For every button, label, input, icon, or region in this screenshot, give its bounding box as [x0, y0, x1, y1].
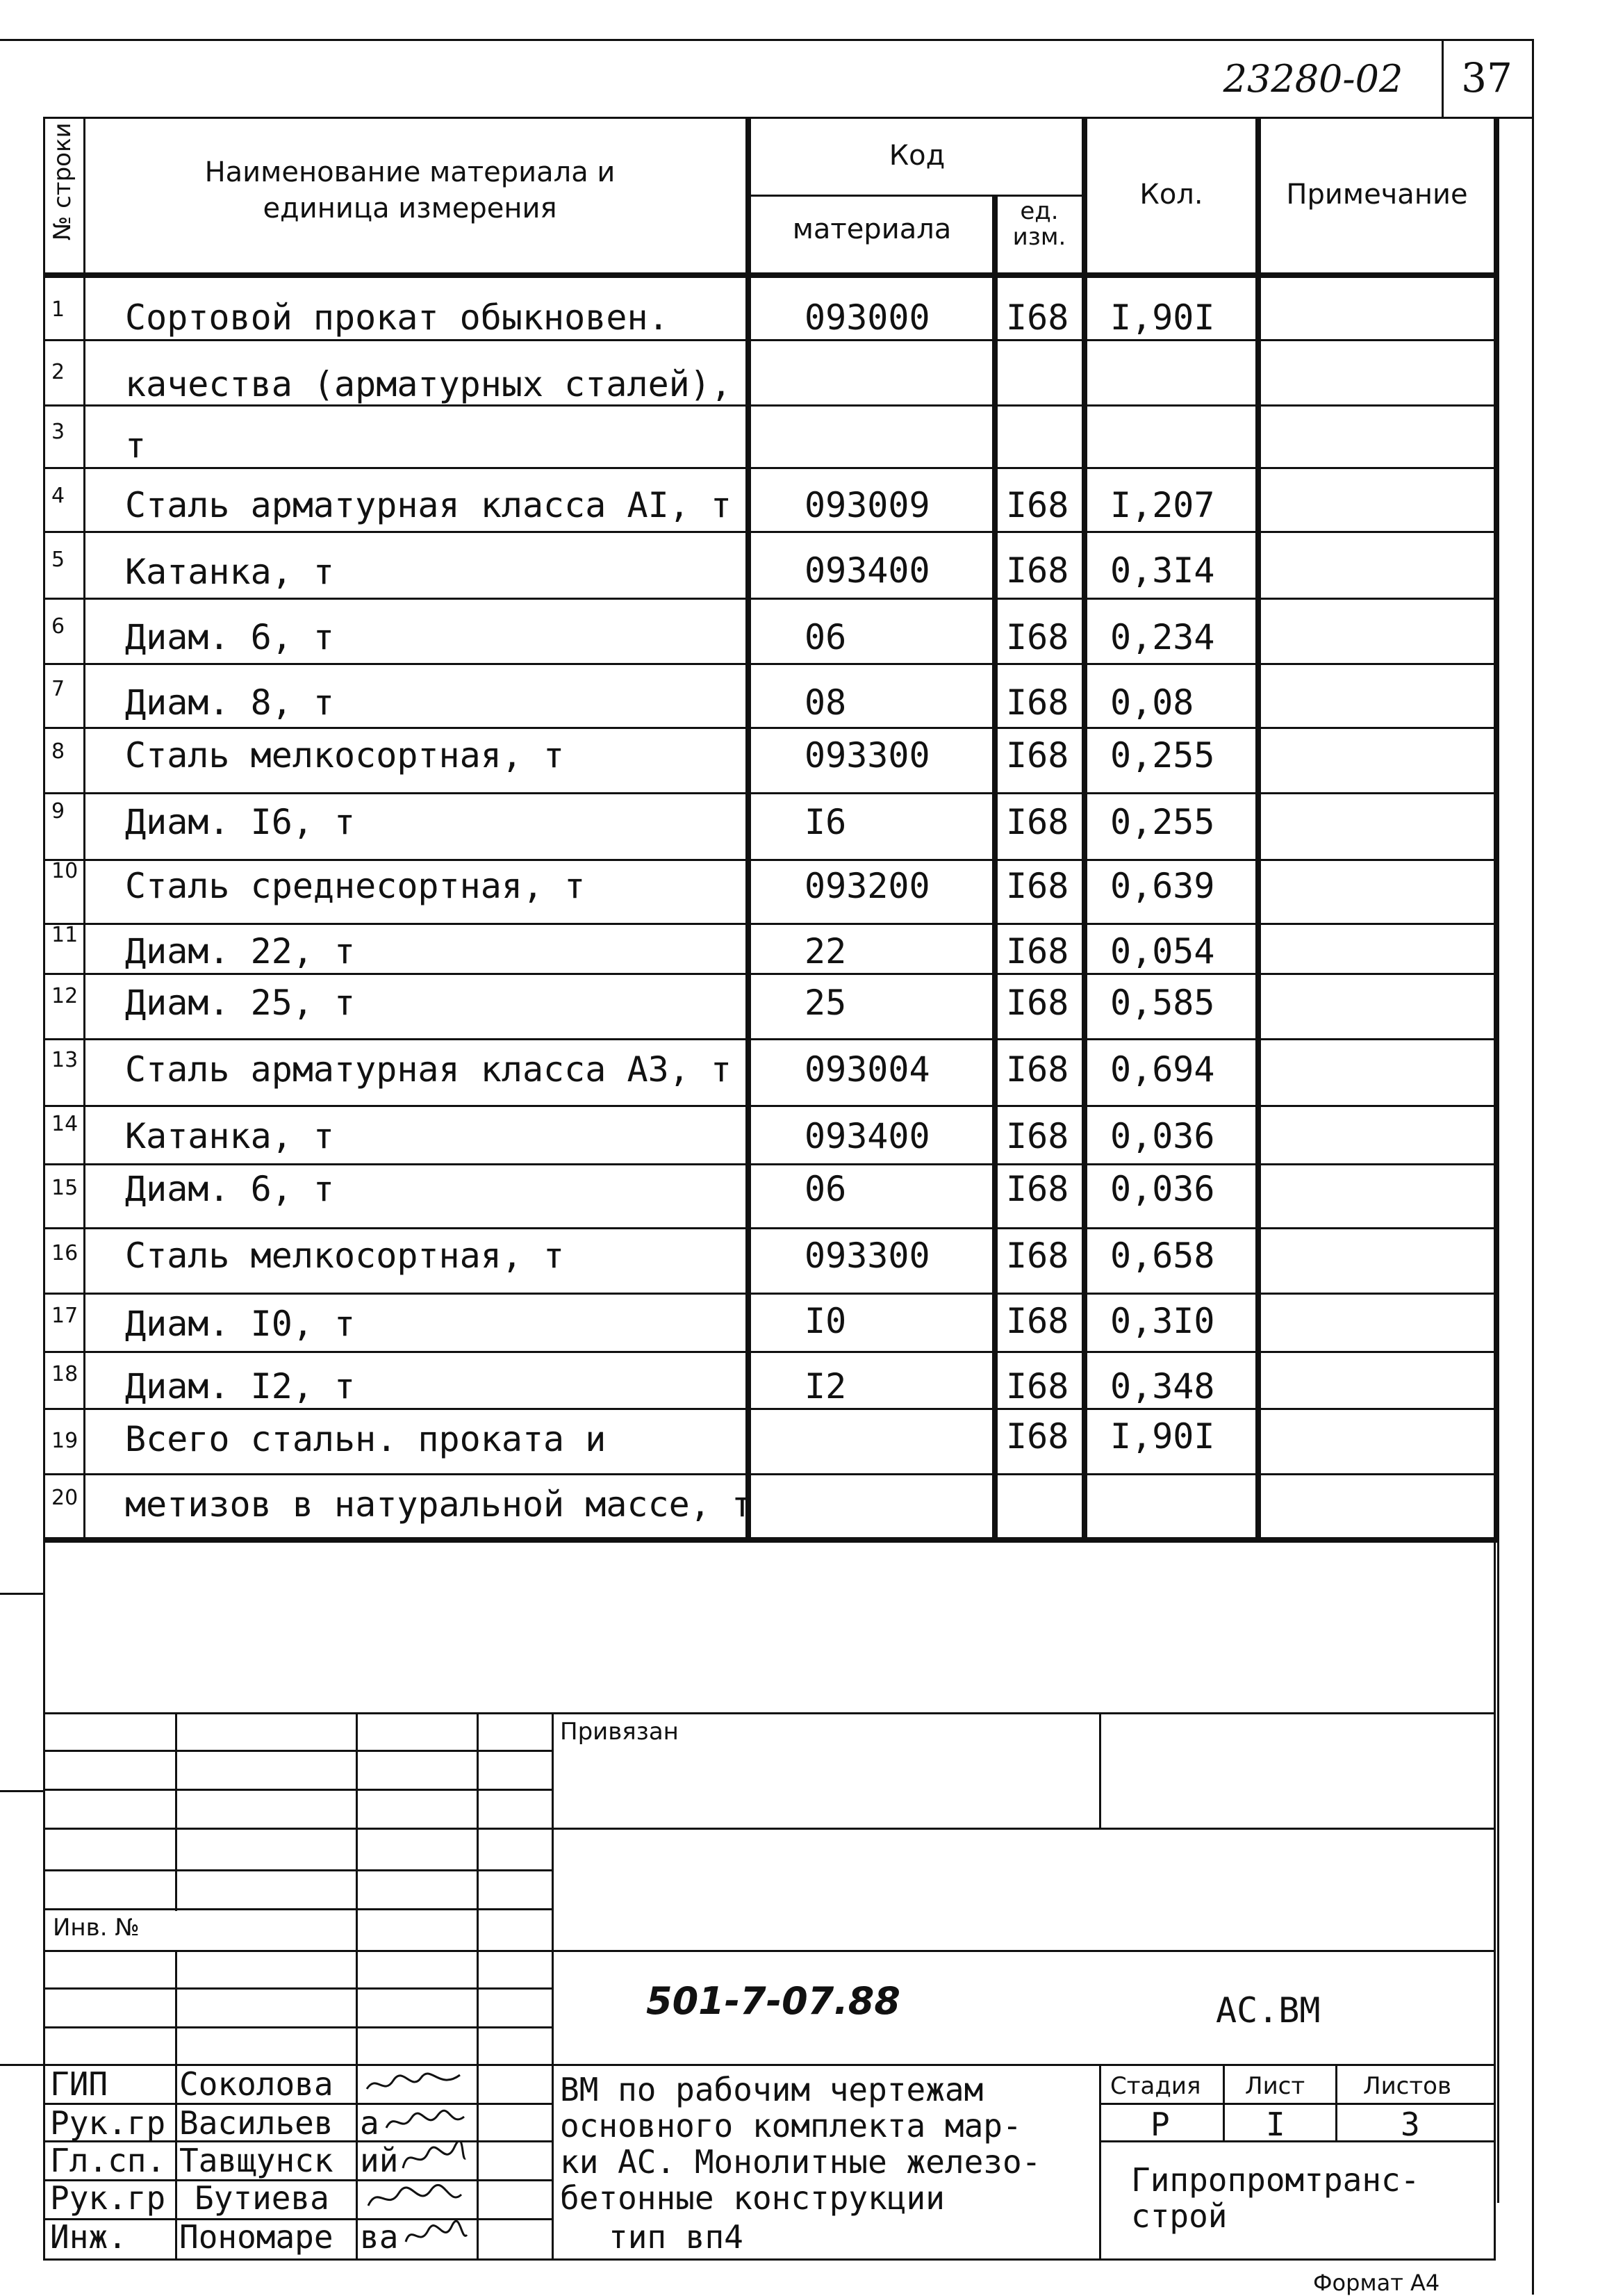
material-name: Катанка, т: [125, 552, 335, 592]
stage-value: Р: [1150, 2106, 1170, 2143]
unit-code: I68: [1006, 983, 1069, 1023]
tb-grid-line: [43, 1908, 552, 1910]
sheet-label: Лист: [1245, 2072, 1305, 2100]
tb-col-line: [175, 1712, 177, 1911]
tb-left-line: [43, 1537, 45, 2260]
title-line: тип вп4: [609, 2218, 743, 2256]
row-line: [43, 1105, 1499, 1107]
staff-name: Пономаре: [179, 2218, 333, 2256]
staff-name: Соколова: [179, 2065, 333, 2103]
material-name: т: [125, 425, 147, 466]
margin-tick: [0, 1593, 43, 1595]
staff-role: Рук.гр: [50, 2104, 166, 2142]
tb-line: [1099, 2103, 1496, 2105]
quantity: 0,054: [1110, 931, 1215, 971]
unit-code: I68: [1006, 617, 1069, 657]
header-material-name: Наименование материала и единица измерения: [204, 156, 616, 224]
material-name: Диам. 6, т: [125, 1169, 335, 1209]
quantity: 0,036: [1110, 1116, 1215, 1156]
unit-code: I68: [1006, 1301, 1069, 1341]
staff-role: Рук.гр: [50, 2179, 166, 2217]
material-code: 093009: [805, 485, 930, 525]
header-code-unit: ед. изм.: [1012, 197, 1066, 252]
page-number: 37: [1461, 54, 1512, 101]
material-name: Сталь арматурная класса А3, т: [125, 1049, 732, 1090]
row-number: 1: [51, 297, 65, 322]
material-name: Диам. I2, т: [125, 1366, 356, 1407]
row-number: 6: [51, 614, 65, 639]
row-line: [43, 859, 1499, 861]
material-code: I2: [805, 1366, 847, 1407]
row-line: [43, 1351, 1499, 1353]
quantity: 0,255: [1110, 735, 1215, 776]
material-name: Сталь арматурная класса АI, т: [125, 485, 732, 525]
margin-tick: [0, 1790, 43, 1792]
material-name: Диам. I0, т: [125, 1304, 356, 1344]
material-code: 093400: [805, 550, 930, 591]
tb-grid-line: [43, 2026, 552, 2028]
staff-name: Бутиева: [195, 2179, 329, 2217]
row-line: [43, 1293, 1499, 1295]
col-line-name: [745, 117, 751, 1543]
staff-name: Васильев: [179, 2104, 333, 2142]
title-line: бетонные конструкции: [560, 2179, 945, 2217]
material-name: Диам. 25, т: [125, 983, 356, 1023]
tb-col-line: [1099, 1712, 1101, 1828]
title-line: основного комплекта мар-: [560, 2107, 1022, 2145]
row-line: [43, 467, 1499, 469]
frame-top-line: [0, 39, 1534, 41]
material-name: Всего стальн. проката и: [125, 1419, 607, 1459]
tb-line: [43, 1950, 1496, 1952]
inv-label: Инв. №: [53, 1914, 140, 1942]
organization-line: строй: [1131, 2197, 1228, 2235]
header-code-material: материала: [792, 213, 952, 245]
material-name: Диам. 6, т: [125, 617, 335, 657]
unit-code: I68: [1006, 866, 1069, 906]
col-line-code: [1082, 117, 1087, 1543]
unit-code: I68: [1006, 1169, 1069, 1209]
tb-right-line: [1494, 1537, 1496, 2260]
unit-code: I68: [1006, 1366, 1069, 1407]
material-code: I0: [805, 1301, 847, 1341]
doc-mark: АС.ВМ: [1216, 1990, 1321, 2031]
col-line-qty: [1255, 117, 1261, 1543]
project-code: 501-7-07.88: [646, 1979, 900, 2023]
unit-code: I68: [1006, 735, 1069, 776]
table-header-top: [43, 117, 1499, 119]
staff-role: ГИП: [50, 2065, 108, 2103]
quantity: 0,348: [1110, 1366, 1215, 1407]
quantity: I,90I: [1110, 297, 1215, 338]
tb-col-line: [477, 1712, 479, 2260]
staff-role: Гл.сп.: [50, 2142, 166, 2179]
signature-icon: [383, 2107, 467, 2138]
row-line: [43, 663, 1499, 665]
quantity: 0,036: [1110, 1169, 1215, 1209]
material-code: I6: [805, 802, 847, 842]
col-line-left: [43, 117, 45, 1541]
material-name: Диам. I6, т: [125, 802, 356, 842]
sheet-value: I: [1266, 2106, 1285, 2143]
unit-code: I68: [1006, 297, 1069, 338]
row-number: 20: [51, 1486, 79, 1510]
format-label: Формат А4: [1313, 2270, 1440, 2296]
signature-icon: [363, 2068, 467, 2100]
material-name: Сортовой прокат обыкновен.: [125, 297, 669, 338]
quantity: 0,3I0: [1110, 1301, 1215, 1341]
tb-line: [43, 1712, 1496, 1714]
unit-code: I68: [1006, 802, 1069, 842]
quantity: I,207: [1110, 485, 1215, 525]
quantity: 0,234: [1110, 617, 1215, 657]
material-name: Сталь мелкосортная, т: [125, 1236, 565, 1276]
margin-tick: [0, 2064, 43, 2066]
material-name: Диам. 8, т: [125, 682, 335, 723]
quantity: 0,639: [1110, 866, 1215, 906]
header-row-number: № строки: [48, 122, 76, 241]
unit-code: I68: [1006, 1049, 1069, 1090]
material-name: Катанка, т: [125, 1116, 335, 1156]
staff-extra: ва: [360, 2218, 399, 2256]
unit-code: I68: [1006, 682, 1069, 723]
tb-line: [552, 2064, 1496, 2066]
row-line: [43, 1163, 1499, 1165]
header-note: Примечание: [1286, 179, 1468, 211]
quantity: 0,3I4: [1110, 550, 1215, 591]
quantity: 0,255: [1110, 802, 1215, 842]
tb-line: [552, 1828, 1496, 1830]
quantity: 0,694: [1110, 1049, 1215, 1090]
frame-right-line: [1532, 39, 1534, 2295]
staff-extra: ий: [360, 2142, 399, 2179]
material-code: 093400: [805, 1116, 930, 1156]
code-subheader-line: [747, 195, 1083, 197]
unit-code: I68: [1006, 485, 1069, 525]
row-number: 16: [51, 1241, 79, 1265]
material-name: Диам. 22, т: [125, 931, 356, 971]
quantity: 0,658: [1110, 1236, 1215, 1276]
header-qty: Кол.: [1139, 179, 1203, 211]
row-line: [43, 531, 1499, 533]
row-line: [43, 1473, 1499, 1475]
signature-icon: [363, 2181, 467, 2215]
organization-line: Гипропромтранс-: [1131, 2161, 1420, 2199]
row-line: [43, 973, 1499, 975]
row-number: 13: [51, 1048, 79, 1072]
staff-extra: а: [360, 2104, 379, 2142]
unit-code: I68: [1006, 1116, 1069, 1156]
row-line: [43, 923, 1499, 925]
row-number: 17: [51, 1304, 79, 1328]
row-number: 18: [51, 1362, 79, 1386]
material-code: 25: [805, 983, 847, 1023]
row-line: [43, 1038, 1499, 1040]
tb-col-line: [356, 1712, 358, 2260]
row-number: 19: [51, 1429, 79, 1453]
material-name: качества (арматурных сталей),: [125, 364, 732, 404]
row-number: 8: [51, 739, 65, 764]
stamp-divider: [1442, 39, 1444, 118]
row-line: [43, 727, 1499, 729]
quantity: I,90I: [1110, 1416, 1215, 1457]
row-number: 2: [51, 360, 65, 384]
tb-col-line: [1223, 2064, 1225, 2140]
table-body-top: [43, 272, 1499, 278]
row-number: 10: [51, 859, 79, 883]
unit-code: I68: [1006, 1236, 1069, 1276]
unit-code: I68: [1006, 931, 1069, 971]
tb-col-line: [552, 1712, 554, 2260]
row-line: [43, 792, 1499, 794]
tb-col-line: [1335, 2064, 1337, 2140]
tb-grid-line: [43, 1789, 552, 1791]
signature-icon: [399, 2140, 468, 2175]
tb-grid-line: [43, 1750, 552, 1752]
row-line: [43, 339, 1499, 341]
tb-bottom-line: [43, 2258, 1496, 2261]
material-name: метизов в натуральной массе, т: [125, 1484, 753, 1525]
row-number: 4: [51, 484, 65, 508]
table-body-bottom: [43, 1537, 1499, 1543]
row-number: 15: [51, 1176, 79, 1200]
material-code: 06: [805, 617, 847, 657]
material-code: 093004: [805, 1049, 930, 1090]
row-line: [43, 1227, 1499, 1229]
tb-grid-line: [43, 1828, 552, 1830]
staff-name: Тавщунск: [179, 2142, 333, 2179]
header-code: Код: [889, 140, 946, 172]
material-code: 093300: [805, 735, 930, 776]
material-code: 08: [805, 682, 847, 723]
sheets-label: Листов: [1363, 2072, 1452, 2100]
row-number: 14: [51, 1112, 79, 1136]
material-code: 093300: [805, 1236, 930, 1276]
staff-role: Инж.: [50, 2218, 127, 2256]
row-number: 12: [51, 984, 79, 1008]
material-code: 22: [805, 931, 847, 971]
col-line-unit: [992, 195, 998, 1543]
material-name: Сталь мелкосортная, т: [125, 735, 565, 776]
tb-grid-line: [43, 1869, 552, 1871]
row-line: [43, 598, 1499, 600]
title-line: ВМ по рабочим чертежам: [560, 2071, 984, 2108]
row-number: 5: [51, 548, 65, 572]
row-number: 7: [51, 677, 65, 701]
material-code: 093000: [805, 297, 930, 338]
row-line: [43, 404, 1499, 407]
quantity: 0,08: [1110, 682, 1194, 723]
row-line: [43, 1408, 1499, 1410]
row-number: 3: [51, 420, 65, 444]
bound-label: Привязан: [560, 1718, 679, 1746]
title-line: ки АС. Монолитные железо-: [560, 2143, 1041, 2181]
material-name: Сталь среднесортная, т: [125, 866, 586, 906]
row-number: 9: [51, 799, 65, 823]
tb-col-line: [175, 1950, 177, 2260]
col-line-rownum: [83, 117, 85, 1541]
quantity: 0,585: [1110, 983, 1215, 1023]
unit-code: I68: [1006, 550, 1069, 591]
tb-grid-line: [43, 1987, 552, 1990]
material-code: 06: [805, 1169, 847, 1209]
sheets-value: 3: [1401, 2106, 1420, 2143]
col-line-right: [1494, 117, 1499, 1543]
doc-code-handwritten: 23280-02: [1223, 57, 1403, 101]
row-number: 11: [51, 923, 79, 947]
stage-label: Стадия: [1110, 2072, 1201, 2100]
tb-col-line: [1099, 2064, 1101, 2258]
signature-icon: [403, 2218, 470, 2253]
unit-code: I68: [1006, 1416, 1069, 1457]
material-code: 093200: [805, 866, 930, 906]
